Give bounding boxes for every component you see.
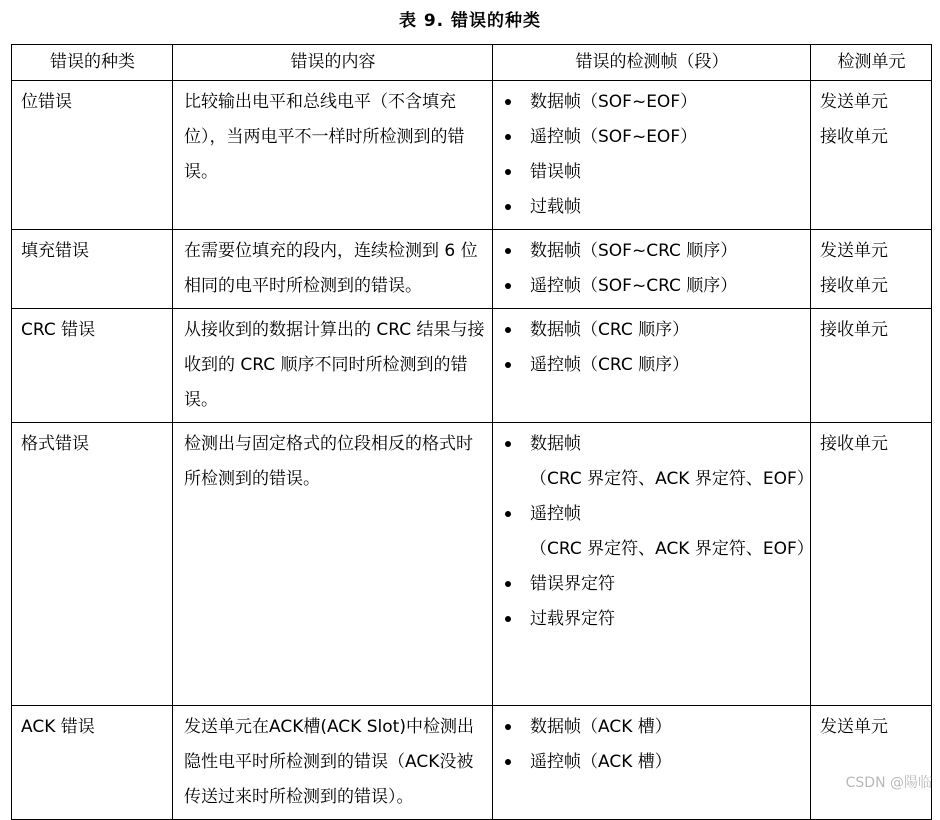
frame-label: 数据帧（SOF~CRC 顺序） — [530, 241, 738, 261]
frame-list-item — [503, 313, 806, 348]
detection-frame-cell — [493, 81, 811, 230]
error-type-cell: ACK 错误 — [12, 706, 173, 820]
header-error-type: 错误的种类 — [12, 45, 173, 81]
bullet-icon — [505, 169, 511, 175]
frame-list — [503, 313, 806, 383]
bullet-icon — [505, 283, 511, 289]
frame-list-item — [503, 85, 806, 120]
frame-list-item — [503, 269, 806, 304]
frame-list-item — [503, 190, 806, 225]
table-caption: 表 9. 错误的种类 — [398, 11, 542, 31]
table-body — [12, 81, 932, 820]
bullet-icon — [505, 581, 511, 587]
frame-list-item — [503, 427, 814, 497]
detection-unit: 接收单元 — [820, 276, 888, 296]
frame-label: 遥控帧（SOF~CRC 顺序） — [530, 276, 738, 296]
frame-list — [503, 710, 806, 780]
detection-unit: 发送单元 — [820, 717, 888, 737]
frame-list-item — [503, 234, 806, 269]
frame-label: 过载界定符 — [530, 609, 615, 629]
frame-label: 数据帧（CRC 顺序） — [530, 320, 690, 340]
frame-list-item — [503, 120, 806, 155]
header-detection-frame: 错误的检测帧（段） — [493, 45, 811, 81]
error-type-cell: 格式错误 — [12, 423, 173, 706]
frame-label: 数据帧（ACK 槽） — [530, 717, 672, 737]
bullet-icon — [505, 248, 511, 254]
error-type-cell: CRC 错误 — [12, 309, 173, 423]
bullet-icon — [505, 511, 511, 517]
frame-list-item — [503, 497, 814, 567]
bullet-icon — [505, 362, 511, 368]
frame-detail: （CRC 界定符、ACK 界定符、EOF） — [530, 469, 814, 489]
bullet-icon — [505, 134, 511, 140]
detection-frame-cell — [493, 706, 811, 820]
frame-label: 错误界定符 — [530, 574, 615, 594]
bullet-icon — [505, 99, 511, 105]
frame-list — [503, 427, 814, 637]
detection-unit: 发送单元 — [820, 92, 888, 112]
error-types-table — [11, 44, 932, 820]
bullet-icon — [505, 327, 511, 333]
frame-label: 数据帧（SOF~EOF） — [530, 92, 698, 112]
frame-label: 遥控帧（SOF~EOF） — [530, 127, 698, 147]
detection-unit: 接收单元 — [820, 320, 888, 340]
frame-label: 过载帧 — [530, 197, 581, 217]
table-row — [12, 423, 932, 706]
frame-label: 遥控帧 — [530, 504, 581, 524]
frame-detail: （CRC 界定符、ACK 界定符、EOF） — [530, 539, 814, 559]
detection-unit-cell — [811, 423, 932, 706]
frame-label: 遥控帧（CRC 顺序） — [530, 355, 690, 375]
error-content-cell: 在需要位填充的段内，连续检测到 6 位相同的电平时所检测到的错误。 — [173, 230, 493, 309]
header-detection-unit: 检测单元 — [811, 45, 932, 81]
error-type-cell: 填充错误 — [12, 230, 173, 309]
frame-label: 错误帧 — [530, 162, 581, 182]
watermark: CSDN @陽临 — [845, 775, 932, 791]
error-content-cell: 从接收到的数据计算出的 CRC 结果与接收到的 CRC 顺序不同时所检测到的错误。 — [173, 309, 493, 423]
error-content-cell: 检测出与固定格式的位段相反的格式时所检测到的错误。 — [173, 423, 493, 706]
frame-list — [503, 85, 806, 225]
error-content-cell: 发送单元在ACK槽(ACK Slot)中检测出隐性电平时所检测到的错误（ACK没被传送过来时所检测到的错误）。 — [173, 706, 493, 820]
detection-frame-cell — [493, 423, 814, 706]
table-row — [12, 706, 932, 820]
bullet-icon — [505, 204, 511, 210]
frame-label: 遥控帧（ACK 槽） — [530, 752, 672, 772]
bullet-icon — [505, 441, 511, 447]
frame-list-item — [503, 567, 806, 602]
frame-list-item — [503, 348, 806, 383]
detection-unit: 接收单元 — [820, 434, 888, 454]
detection-unit-cell — [811, 309, 932, 423]
frame-list — [503, 234, 806, 304]
error-content-cell: 比较输出电平和总线电平（不含填充位），当两电平不一样时所检测到的错误。 — [173, 81, 493, 230]
detection-unit: 接收单元 — [820, 127, 888, 147]
detection-frame-cell — [493, 230, 811, 309]
table-row — [12, 81, 932, 230]
detection-unit-cell — [811, 230, 932, 309]
bullet-icon — [505, 724, 511, 730]
header-error-content: 错误的内容 — [173, 45, 493, 81]
detection-frame-cell — [493, 309, 811, 423]
frame-label: 数据帧 — [530, 434, 581, 454]
frame-list-item — [503, 745, 806, 780]
bullet-icon — [505, 759, 511, 765]
error-type-cell: 位错误 — [12, 81, 173, 230]
bullet-icon — [505, 616, 511, 622]
frame-list-item — [503, 710, 806, 745]
table-header-row — [12, 45, 932, 81]
detection-unit: 发送单元 — [820, 241, 888, 261]
frame-list-item — [503, 155, 806, 190]
detection-unit-cell — [811, 706, 932, 820]
table-row — [12, 309, 932, 423]
detection-unit-cell — [811, 81, 932, 230]
table-row — [12, 230, 932, 309]
frame-list-item — [503, 602, 806, 637]
